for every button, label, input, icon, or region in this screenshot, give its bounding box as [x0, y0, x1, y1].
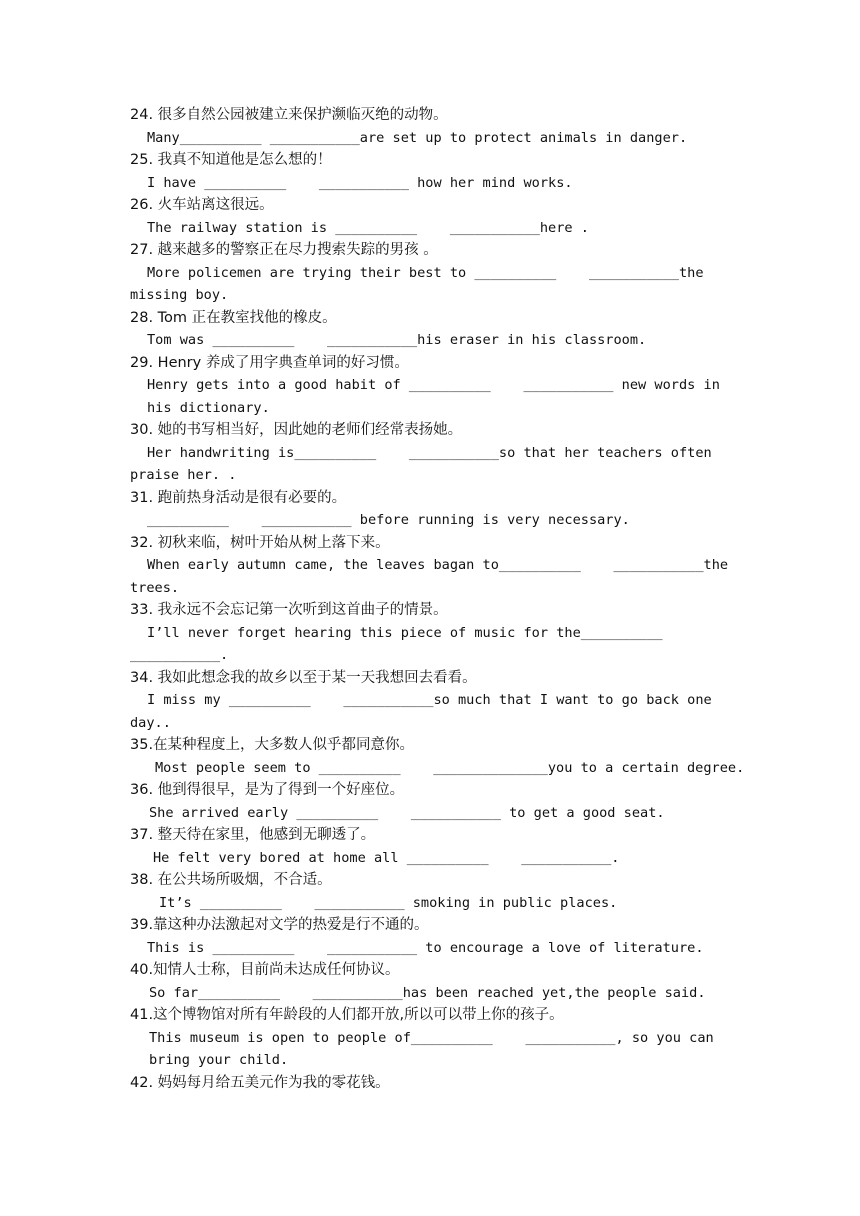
exercise-prompt-chinese: 29. Henry 养成了用字典查单词的好习惯。	[130, 354, 409, 371]
exercise-prompt-chinese: 36. 他到得很早，是为了得到一个好座位。	[130, 782, 405, 798]
exercise-prompt-chinese: 37. 整天待在家里，他感到无聊透了。	[130, 827, 376, 843]
exercise-prompt-chinese: 32. 初秋来临，树叶开始从树上落下来。	[130, 534, 390, 551]
exercise-prompt-chinese: 28. Tom 正在教室找他的橡皮。	[130, 309, 337, 326]
exercise-sentence-english: So far__________ ___________has been reached yet,the people said.	[149, 984, 706, 1001]
exercise-sentence-english: She arrived early __________ ___________ to get a good seat.	[149, 804, 665, 821]
exercise-24	[130, 104, 730, 149]
exercise-prompt-chinese: 30. 她的书写相当好，因此她的老师们经常表扬她。	[130, 422, 463, 438]
exercise-prompt-chinese: 41.这个博物馆对所有年龄段的人们都开放,所以可以带上你的孩子。	[130, 1007, 564, 1023]
exercise-prompt-chinese: 26. 火车站离这很远。	[130, 197, 274, 213]
exercise-sentence-english: This is __________ ___________ to encourage a love of literature.	[147, 939, 704, 956]
exercise-39	[130, 914, 730, 959]
exercise-sentence-english: I’ll never forget hearing this piece of music for the__________ ___________.	[130, 624, 671, 663]
exercise-32	[130, 532, 737, 600]
exercise-sentence-english: More policemen are trying their best to __________ ___________the missing boy.	[130, 264, 712, 303]
exercise-27	[130, 239, 730, 307]
exercise-33	[130, 599, 730, 667]
exercise-37	[130, 824, 730, 869]
exercise-38	[130, 869, 730, 914]
exercise-prompt-chinese: 24. 很多自然公园被建立来保护濒临灭绝的动物。	[130, 107, 448, 123]
exercise-sentence-english: I have __________ ___________ how her mind works.	[147, 174, 573, 191]
exercise-prompt-chinese: 38. 在公共场所吸烟，不合适。	[130, 872, 332, 888]
exercise-sentence-english: Many__________ ___________are set up to protect animals in danger.	[147, 129, 688, 146]
exercise-sentence-english: Henry gets into a good habit of __________ ___________ new words in his dictionary.	[147, 377, 729, 416]
exercise-41	[130, 1004, 730, 1072]
exercise-29	[130, 352, 730, 420]
exercise-list	[130, 104, 745, 1094]
exercise-prompt-chinese: 25. 我真不知道他是怎么想的！	[130, 152, 332, 168]
exercise-30	[130, 419, 730, 487]
exercise-prompt-chinese: 33. 我永远不会忘记第一次听到这首曲子的情景。	[130, 602, 448, 618]
exercise-sentence-english: The railway station is __________ ___________here .	[147, 219, 589, 236]
exercise-sentence-english: Most people seem to __________ ______________you to a certain degree.	[155, 759, 745, 776]
exercise-sentence-english: He felt very bored at home all __________ ___________.	[153, 849, 620, 866]
exercise-sentence-english: I miss my __________ ___________so much that I want to go back one day..	[130, 692, 720, 731]
exercise-35	[130, 734, 745, 779]
exercise-prompt-chinese: 31. 跑前热身活动是很有必要的。	[130, 489, 347, 506]
exercise-36	[130, 779, 730, 824]
exercise-31	[130, 487, 730, 532]
exercise-28	[130, 307, 730, 352]
exercise-25	[130, 149, 730, 194]
exercise-prompt-chinese: 39.靠这种办法激起对文学的热爱是行不通的。	[130, 917, 429, 933]
exercise-prompt-chinese: 34. 我如此想念我的故乡以至于某一天我想回去看看。	[130, 669, 477, 686]
exercise-40	[130, 959, 730, 1004]
exercise-sentence-english: Tom was __________ ___________his eraser in his classroom.	[147, 332, 647, 348]
exercise-sentence-english: This museum is open to people of__________ ___________, so you can bring your child.	[149, 1029, 722, 1068]
exercise-26	[130, 194, 730, 239]
exercise-prompt-chinese: 27. 越来越多的警察正在尽力搜索失踪的男孩 。	[130, 242, 438, 258]
exercise-sentence-english: Her handwriting is__________ ___________so that her teachers often praise her. .	[130, 444, 720, 483]
exercise-prompt-chinese: 42. 妈妈每月给五美元作为我的零花钱。	[130, 1074, 390, 1091]
exercise-42	[130, 1072, 730, 1095]
exercise-34	[130, 667, 730, 735]
exercise-sentence-english: When early autumn came, the leaves bagan to__________ ___________the trees.	[130, 557, 737, 596]
exercise-prompt-chinese: 35.在某种程度上，大多数人似乎都同意你。	[130, 737, 415, 753]
exercise-sentence-english: It’s __________ ___________ smoking in public places.	[159, 894, 618, 911]
exercise-sentence-english: __________ ___________ before running is very necessary.	[147, 512, 630, 528]
exercise-prompt-chinese: 40.知情人士称，目前尚未达成任何协议。	[130, 962, 400, 978]
